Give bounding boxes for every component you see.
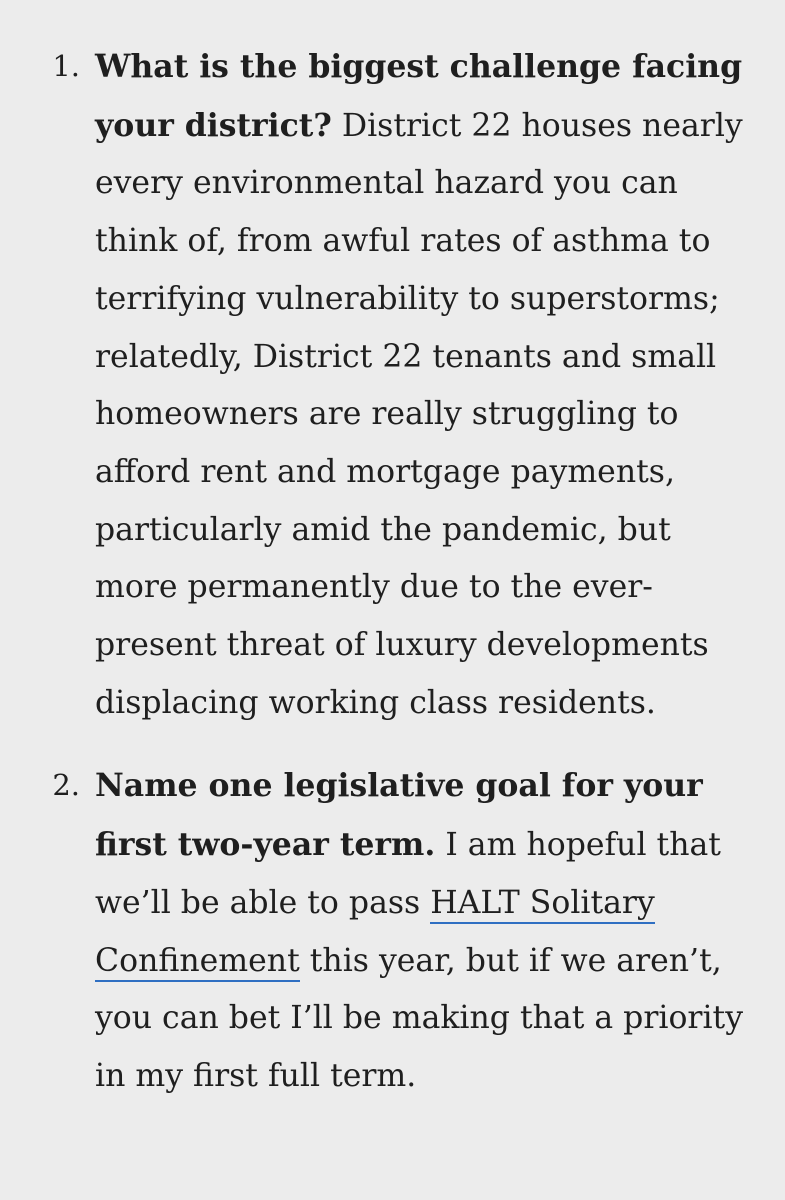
qa-item-1 xyxy=(0,38,785,732)
answer-text: District 22 houses nearly every environmental hazard you can think of, from awful rates of asthma to terrifying vulnerability to superstorms; relatedly, District 22 tenants and small homeowners are really struggling to afford rent and mortgage payments, particularly amid the pandemic, but more permanently due to the ever-present threat of luxury developments displacing working class residents. xyxy=(95,107,743,721)
question-text: What is the biggest challenge facing your district? xyxy=(95,48,743,144)
answer-text-after-link: this year, but if we aren’t, you can bet I’ll be making that a priority in my first full term. xyxy=(95,942,744,1094)
item-number: 1. xyxy=(52,49,80,83)
answer-text-before-link: I am hopeful that we’ll be able to pass xyxy=(95,827,721,921)
qa-list xyxy=(0,38,785,1106)
qa-item-2 xyxy=(0,757,785,1105)
item-number: 2. xyxy=(52,768,80,803)
question-text: Name one legislative goal for your first two-year term. xyxy=(95,767,703,864)
halt-solitary-confinement-link[interactable]: HALT Solitary Confinement xyxy=(95,885,655,982)
